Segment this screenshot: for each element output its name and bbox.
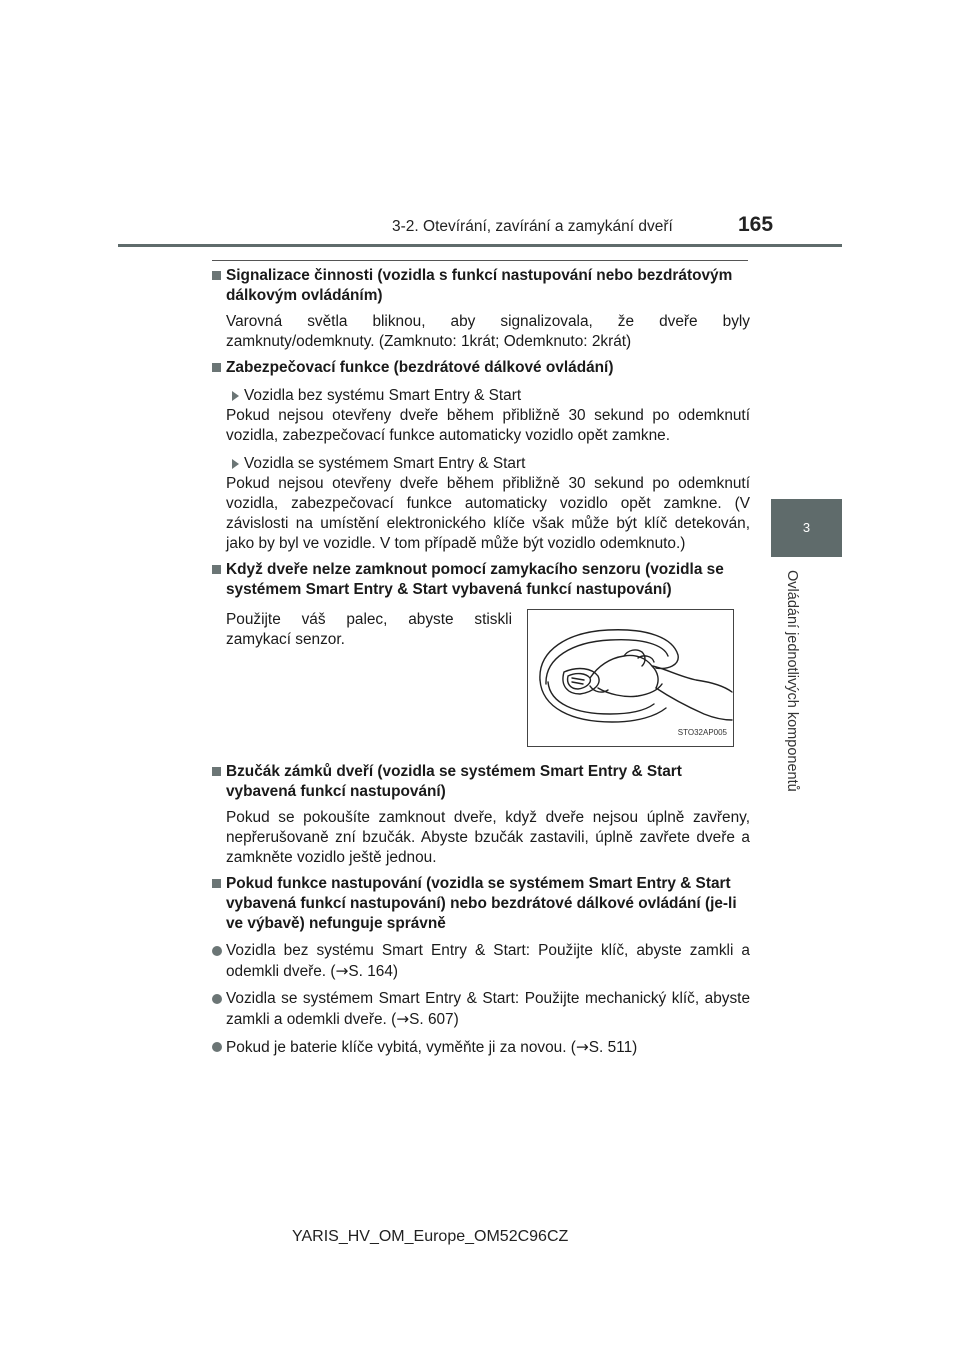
square-bullet-icon: [212, 565, 221, 574]
triangle-marker-icon: [232, 391, 239, 401]
subheading: Vozidla bez systému Smart Entry & Start: [212, 386, 750, 406]
content-top-rule: [212, 260, 748, 261]
arrow-icon: →: [396, 1010, 410, 1028]
figure-block: [212, 606, 750, 756]
chapter-title-text: Ovládání jednotlivých komponentů: [784, 570, 800, 792]
chapter-tab[interactable]: 3: [771, 499, 842, 557]
page-content: [212, 266, 750, 1058]
list-item: Pokud je baterie klíče vybitá, vyměňte ji za novou. (→S. 511): [212, 1037, 750, 1058]
chapter-title-vertical: [774, 570, 810, 810]
page-reference-link[interactable]: S. 511): [588, 1039, 638, 1056]
header-section-title: 3-2. Otevírání, zavírání a zamykání dveří: [392, 218, 673, 235]
figure-caption: Použijte váš palec, abyste stiskli zamykací senzor.: [226, 611, 512, 648]
header-rule: [118, 244, 842, 247]
section-heading: Bzučák zámků dveří (vozidla se systémem Smart Entry & Start vybavená funkcí nastupování): [212, 762, 750, 802]
square-bullet-icon: [212, 363, 221, 372]
page-reference-link[interactable]: S. 164): [348, 963, 399, 980]
square-bullet-icon: [212, 767, 221, 776]
circle-bullet-icon: [212, 1042, 222, 1052]
section-heading: Pokud funkce nastupování (vozidla se systémem Smart Entry & Start vybavená funkcí nastupování) nebo bezdrátové dálkové ovládání (je-li ve výbavě) nefunguje správně: [212, 874, 750, 934]
square-bullet-icon: [212, 879, 221, 888]
section-heading: Zabezpečovací funkce (bezdrátové dálkové ovládání): [212, 358, 750, 378]
triangle-marker-icon: [232, 459, 239, 469]
paragraph: Varovná světla bliknou, aby signalizovala, že dveře byly zamknuty/odemknuty. (Zamknuto: 1krát; Odemknuto: 2krát): [226, 313, 750, 350]
page-reference-link[interactable]: S. 607): [409, 1011, 459, 1028]
section-heading: Signalizace činnosti (vozidla s funkcí nastupování nebo bezdrátovým dálkovým ovládáním): [212, 266, 750, 306]
paragraph: Pokud se pokoušíte zamknout dveře, když dveře nejsou úplně zavřeny, nepřerušovaně zní bzučák. Abyste bzučák zastavili, úplně zavřete dveře a zamkněte vozidlo ještě jednou.: [226, 809, 750, 866]
paragraph: Pokud nejsou otevřeny dveře během přibližně 30 sekund po odemknutí vozidla, zabezpečovací funkce automaticky vozidlo opět zamkne.: [226, 407, 750, 444]
page-number: 165: [738, 213, 774, 236]
list-item: Vozidla bez systému Smart Entry & Start: Použijte klíč, abyste zamkli a odemkli dveře. (→S. 164): [212, 941, 750, 982]
door-handle-illustration: [527, 609, 734, 747]
arrow-icon: →: [335, 962, 349, 980]
document-id-footer: YARIS_HV_OM_Europe_OM52C96CZ: [292, 1228, 569, 1245]
paragraph: Pokud nejsou otevřeny dveře během přibližně 30 sekund po odemknutí vozidla, zabezpečovací funkce automaticky vozidlo opět zamkne. (V závislosti na umístění elektronického klíče však může být klíč detekován, jako by byl ve vozidle. V tom případě může být vozidlo odemknuto.): [226, 475, 750, 552]
circle-bullet-icon: [212, 946, 222, 956]
circle-bullet-icon: [212, 994, 222, 1004]
figure-id: STO32AP005: [677, 728, 727, 737]
list-item: Vozidla se systémem Smart Entry & Start: Použijte mechanický klíč, abyste zamkli a odemkli dveře. (→S. 607): [212, 989, 750, 1030]
arrow-icon: →: [575, 1038, 589, 1056]
square-bullet-icon: [212, 271, 221, 280]
subheading: Vozidla se systémem Smart Entry & Start: [212, 454, 750, 474]
section-heading: Když dveře nelze zamknout pomocí zamykacího senzoru (vozidla se systémem Smart Entry & Start vybavená funkcí nastupování): [212, 560, 750, 600]
